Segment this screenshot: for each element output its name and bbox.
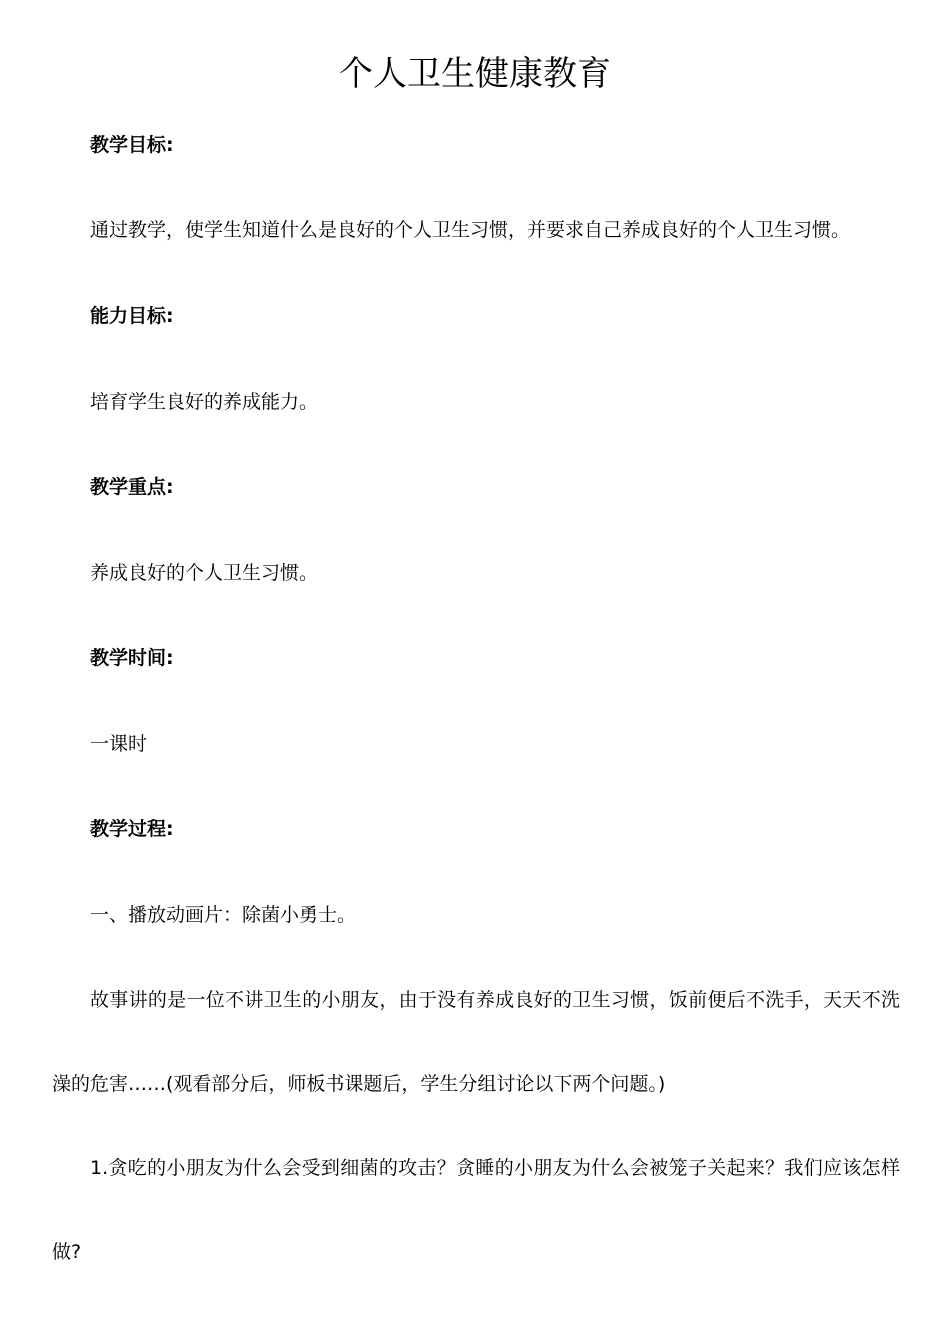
teaching-time-heading: 教学时间: bbox=[90, 647, 174, 669]
teaching-time-text: 一课时 bbox=[90, 733, 148, 755]
teaching-goal-heading: 教学目标: bbox=[90, 134, 174, 156]
process-step-one: 一、播放动画片：除菌小勇士。 bbox=[90, 904, 357, 926]
document-title: 个人卫生健康教育 bbox=[339, 54, 611, 94]
ability-goal-heading: 能力目标: bbox=[90, 305, 174, 327]
teaching-goal-text: 通过教学，使学生知道什么是良好的个人卫生习惯，并要求自己养成良好的个人卫生习惯。 bbox=[90, 219, 851, 241]
teaching-focus-heading: 教学重点: bbox=[90, 476, 174, 498]
teaching-process-heading: 教学过程: bbox=[90, 818, 174, 840]
ability-goal-text: 培育学生良好的养成能力。 bbox=[90, 391, 319, 413]
discussion-question-one: 1.贪吃的小朋友为什么会受到细菌的攻击？贪睡的小朋友为什么会被笼子关起来？我们应该怎样做? bbox=[52, 1157, 900, 1263]
story-paragraph: 故事讲的是一位不讲卫生的小朋友，由于没有养成良好的卫生习惯，饭前便后不洗手，天天不洗澡的危害……(观看部分后，师板书课题后，学生分组讨论以下两个问题。) bbox=[52, 989, 900, 1095]
teaching-focus-text: 养成良好的个人卫生习惯。 bbox=[90, 562, 319, 584]
